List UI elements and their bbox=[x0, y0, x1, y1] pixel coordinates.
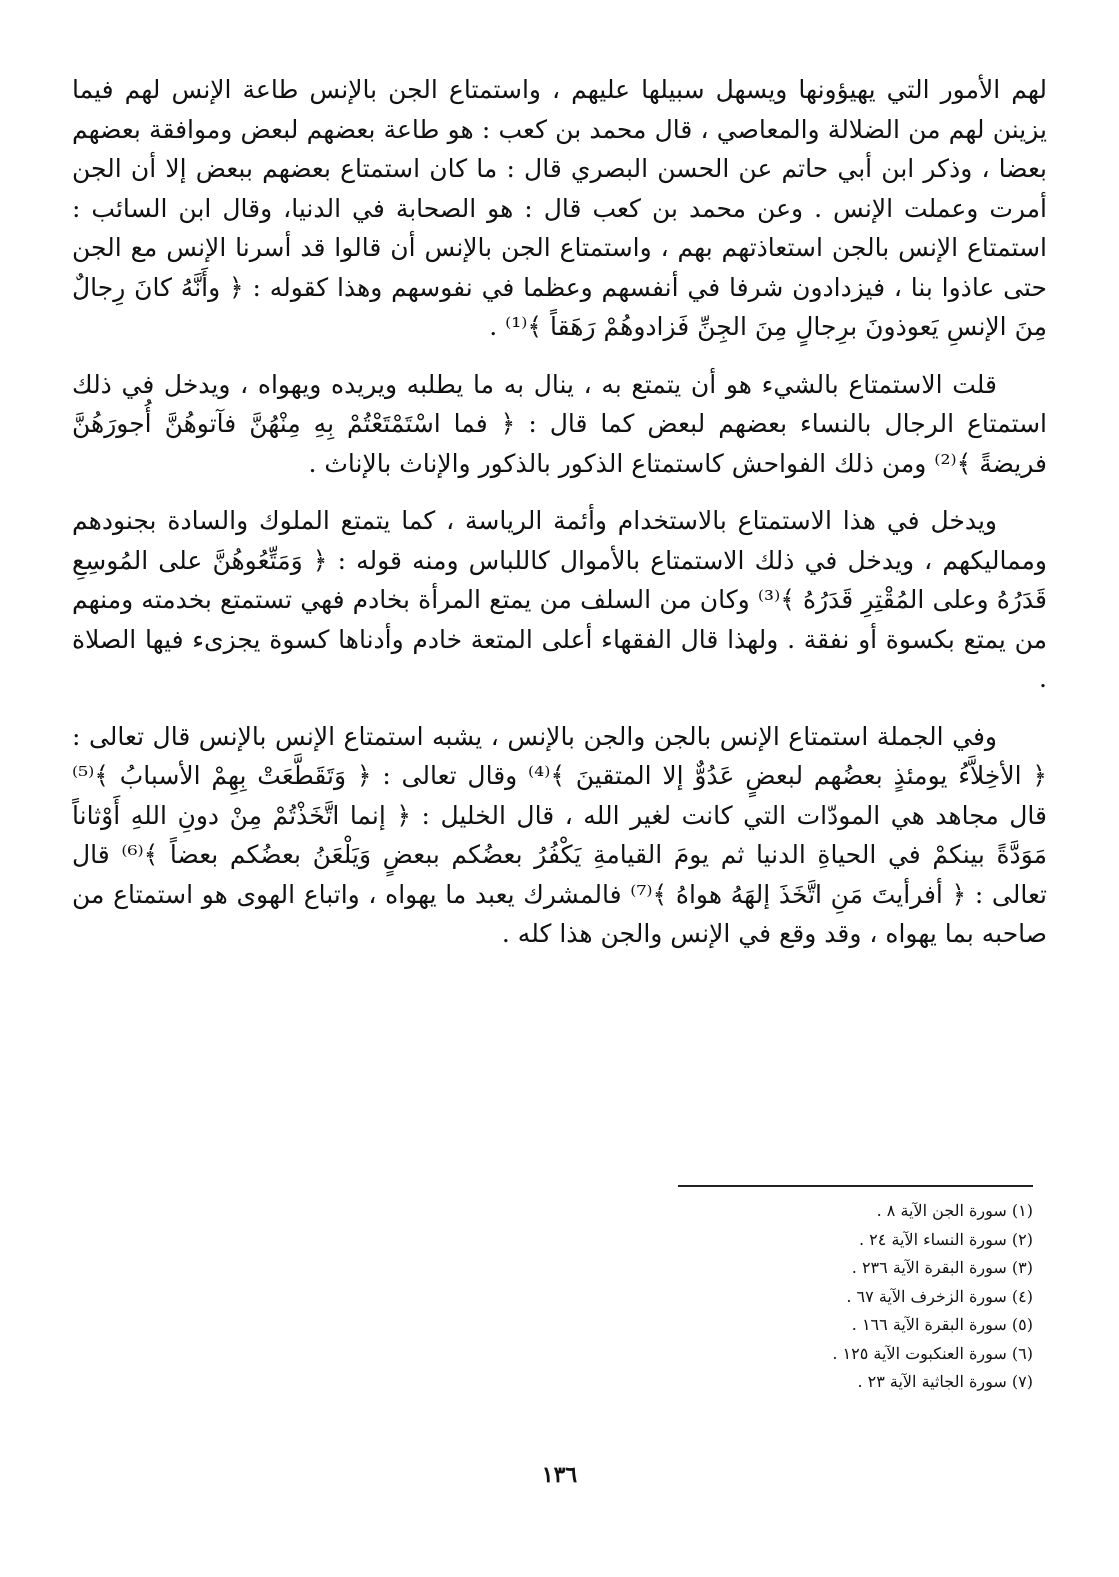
paragraph-2: قلت الاستمتاع بالشيء هو أن يتمتع به ، ينال به ما يطلبه ويريده ويهواه ، ويدخل في ذلك استمتاع الرجال بالنساء بعضهم لبعض كما قال : ﴿ فما اسْتَمْتَعْتُمْ بِهِ مِنْهُنَّ فآتوهُنَّ أُجورَهُنَّ فريضةً ﴾⁽²⁾ ومن ذلك الفواحش كاستمتاع الذكور بالذكور والإناث بالإناث . bbox=[72, 369, 1047, 478]
body-text bbox=[72, 70, 1047, 954]
footnote-divider bbox=[678, 1185, 1033, 1187]
paragraph-1: لهم الأمور التي يهيؤونها ويسهل سبيلها عليهم ، واستمتاع الجن بالإنس طاعة الإنس لهم فيما يزينن لهم من الضلالة والمعاصي ، قال محمد بن كعب : هو طاعة بعضهم لبعض وموافقة بعضهم بعضا ، وذكر ابن أبي حاتم عن الحسن البصري قال : ما كان استمتاع بعضهم ببعض إلا أن الجن أمرت وعملت الإنس . وعن محمد بن كعب قال : هو الصحابة في الدنيا، وقال ابن السائب : استمتاع الإنس بالجن استعاذتهم بهم ، واستمتاع الجن بالإنس أن قالوا قد أسرنا الإنس مع الجن حتى عاذوا بنا ، فيزدادون شرفا في أنفسهم وعظما في نفوسهم وهذا كقوله : ﴿ وأَنَّهُ كانَ رِجالٌ مِنَ الإنسِ يَعوذونَ برِجالٍ مِنَ الجِنِّ فَزادوهُمْ رَهَقاً ﴾⁽¹⁾ . bbox=[72, 75, 1047, 341]
footnote-7: (٧) سورة الجاثية الآية ٢٣ . bbox=[857, 1372, 1033, 1391]
paragraph-3: ويدخل في هذا الاستمتاع بالاستخدام وأئمة الرياسة ، كما يتمتع الملوك والسادة بجنودهم ومماليكهم ، ويدخل في ذلك الاستمتاع بالأموال كاللباس ومنه قوله : ﴿ وَمَتِّعُوهُنَّ على المُوسِعِ قَدَرُهُ وعلى المُقْتِرِ قَدَرُهُ ﴾⁽³⁾ وكان من السلف من يمتع المرأة بخادم فهي تستمتع بخدمته ومنهم من يمتع بكسوة أو نفقة . ولهذا قال الفقهاء أعلى المتعة خادم وأدناها كسوة يجزىء فيها الصلاة . bbox=[72, 506, 1047, 693]
footnote-2: (٢) سورة النساء الآية ٢٤ . bbox=[859, 1229, 1033, 1249]
page-number: ١٣٦ bbox=[541, 1462, 578, 1488]
footnote-4: (٤) سورة الزخرف الآية ٦٧ . bbox=[846, 1286, 1033, 1306]
footnote-1: (١) سورة الجن الآية ٨ . bbox=[876, 1201, 1033, 1220]
footnote-3: (٣) سورة البقرة الآية ٢٣٦ . bbox=[851, 1258, 1033, 1277]
footnote-5: (٥) سورة البقرة الآية ١٦٦ . bbox=[851, 1315, 1033, 1334]
footnote-6: (٦) سورة العنكبوت الآية ١٢٥ . bbox=[832, 1343, 1033, 1363]
footnotes bbox=[73, 1185, 1033, 1397]
paragraph-4: وفي الجملة استمتاع الإنس بالجن والجن بالإنس ، يشبه استمتاع الإنس بالإنس قال تعالى : ﴿ الأخِلاَّءُ يومئذٍ بعضُهم لبعضٍ عَدُوٌّ إلا المتقينَ ﴾⁽⁴⁾ وقال تعالى : ﴿ وَتَقَطَّعَتْ بِهِمْ الأسبابُ ﴾⁽⁵⁾ قال مجاهد هي المودّات التي كانت لغير الله ، قال الخليل : ﴿ إنما اتَّخَذْتُمْ مِنْ دونِ اللهِ أَوْثاناً مَوَدَّةً بينكمْ في الحياةِ الدنيا ثم يومَ القيامةِ يَكْفُرُ بعضُكم ببعضٍ وَيَلْعَنُ بعضُكم بعضاً ﴾⁽⁶⁾ قال تعالى : ﴿ أفرأيتَ مَنِ اتَّخَذَ إلهَهُ هواهُ ﴾⁽⁷⁾ فالمشرك يعبد ما يهواه ، واتباع الهوى هو استمتاع من صاحبه بما يهواه ، وقد وقع في الإنس والجن هذا كله . bbox=[72, 721, 1048, 948]
